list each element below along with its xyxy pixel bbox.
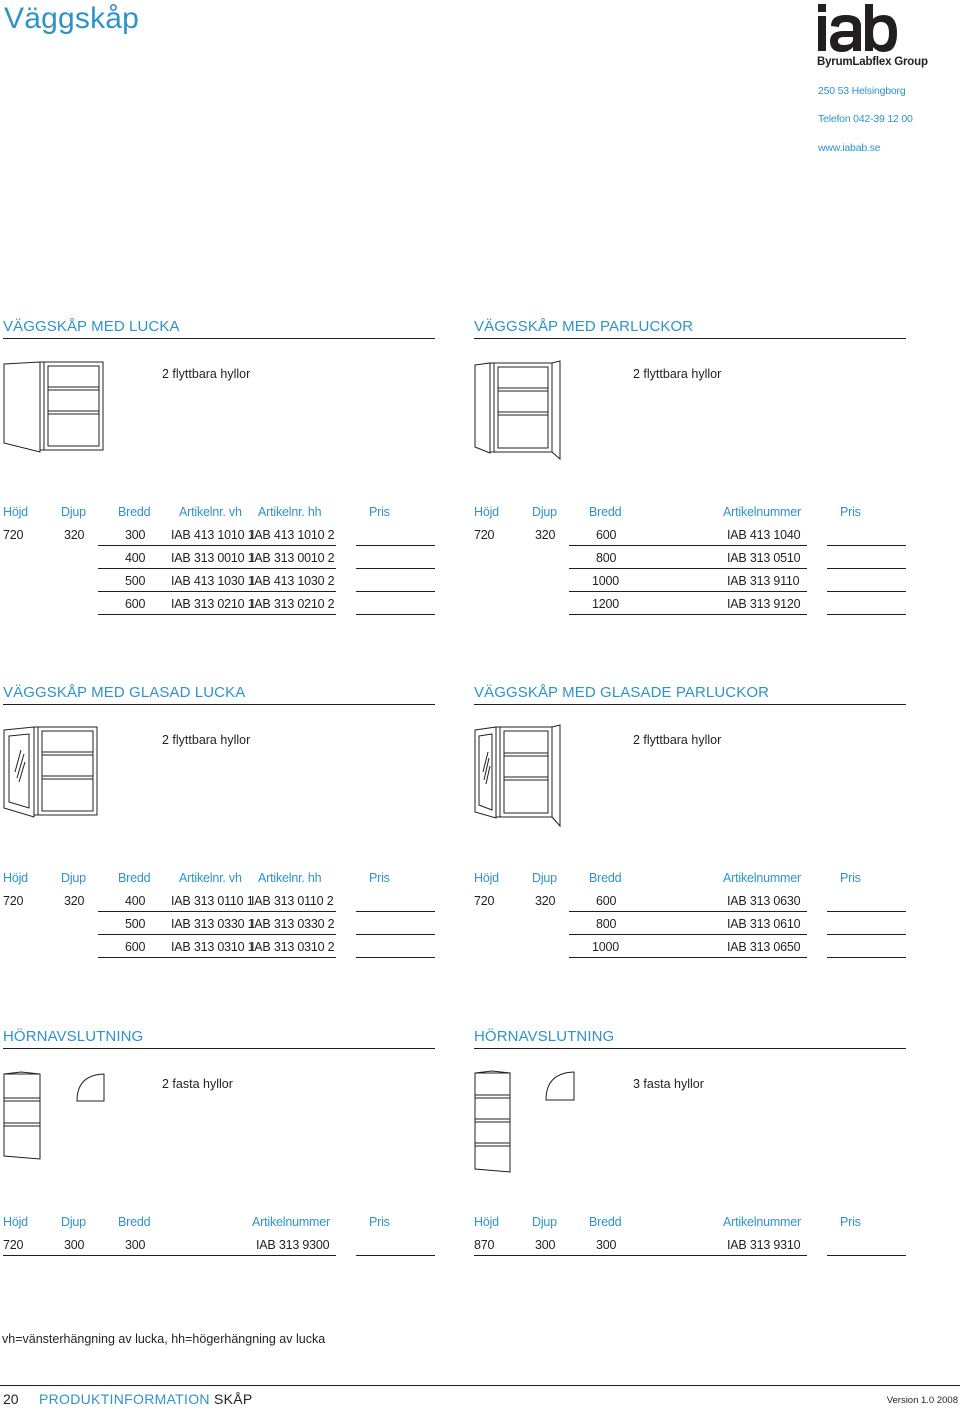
iab-logo <box>817 4 907 52</box>
header-bredd: Bredd <box>118 505 151 519</box>
header-djup: Djup <box>61 505 86 519</box>
cell: 600 <box>596 894 617 908</box>
header-hojd: Höjd <box>3 1215 28 1229</box>
cell: IAB 313 0330 1 <box>171 917 255 931</box>
cell: IAB 413 1040 <box>727 528 801 542</box>
section-title: VÄGGSKÅP MED PARLUCKOR <box>474 318 906 339</box>
footer-label <box>39 1391 253 1407</box>
section-title: HÖRNAVSLUTNING <box>474 1028 906 1049</box>
cell: 1000 <box>592 940 620 954</box>
section-title: VÄGGSKÅP MED GLASAD LUCKA <box>3 684 435 705</box>
header-artikelnummer: Artikelnummer <box>723 505 801 519</box>
cell: IAB 313 0310 2 <box>251 940 335 954</box>
cabinet-double-door-drawing <box>474 359 566 463</box>
footer-label-blue: PRODUKTINFORMATION <box>39 1391 210 1407</box>
header-bredd: Bredd <box>589 871 622 885</box>
cell: 1000 <box>592 574 620 588</box>
cell: 320 <box>535 528 556 542</box>
cell: 720 <box>3 894 24 908</box>
section-title: VÄGGSKÅP MED GLASADE PARLUCKOR <box>474 684 906 705</box>
cell: 720 <box>3 528 24 542</box>
cell: 300 <box>535 1238 556 1252</box>
header-artikelnr-hh: Artikelnr. hh <box>258 871 322 885</box>
header-artikelnummer: Artikelnummer <box>723 1215 801 1229</box>
header-djup: Djup <box>532 505 557 519</box>
company-address: 250 53 Helsingborg <box>818 85 906 97</box>
cell: IAB 313 0650 <box>727 940 801 954</box>
cell: 500 <box>125 917 146 931</box>
page-title: Väggskåp <box>4 2 140 35</box>
cell: 720 <box>474 528 495 542</box>
cell: IAB 413 1010 1 <box>171 528 255 542</box>
shelves-note: 2 flyttbara hyllor <box>633 733 722 747</box>
header-hojd: Höjd <box>474 1215 499 1229</box>
header-artikelnr-vh: Artikelnr. vh <box>179 871 242 885</box>
cell: IAB 313 0630 <box>727 894 801 908</box>
cell: 600 <box>125 597 146 611</box>
cell: IAB 313 0010 1 <box>171 551 255 565</box>
version: Version 1.0 2008 <box>886 1395 958 1406</box>
cell: 720 <box>474 894 495 908</box>
cabinet-glass-door-drawing <box>3 724 103 818</box>
header-pris: Pris <box>369 505 390 519</box>
company-phone: Telefon 042-39 12 00 <box>818 113 913 125</box>
cabinet-single-door-drawing <box>3 359 107 453</box>
cell: IAB 313 0610 <box>727 917 801 931</box>
cell: IAB 313 0110 2 <box>251 894 334 908</box>
cell: 800 <box>596 917 617 931</box>
cell: 600 <box>596 528 617 542</box>
cell: IAB 313 0330 2 <box>251 917 335 931</box>
header-djup: Djup <box>61 871 86 885</box>
header-bredd: Bredd <box>589 1215 622 1229</box>
section-title: HÖRNAVSLUTNING <box>3 1028 435 1049</box>
header-hojd: Höjd <box>3 871 28 885</box>
company-web[interactable]: www.iabab.se <box>818 142 881 154</box>
cell: 600 <box>125 940 146 954</box>
company-name: ByrumLabflex Group <box>817 56 928 68</box>
shelves-note: 3 fasta hyllor <box>633 1077 704 1091</box>
cell: IAB 313 9310 <box>727 1238 801 1252</box>
cell: 400 <box>125 551 146 565</box>
cell: 300 <box>125 1238 146 1252</box>
header-hojd: Höjd <box>474 871 499 885</box>
cell: IAB 413 1010 2 <box>251 528 335 542</box>
footer-rule <box>0 1385 960 1386</box>
shelves-note: 2 fasta hyllor <box>162 1077 233 1091</box>
cell: 1200 <box>592 597 620 611</box>
header-djup: Djup <box>532 1215 557 1229</box>
header-djup: Djup <box>532 871 557 885</box>
shelves-note: 2 flyttbara hyllor <box>162 367 251 381</box>
header-artikelnummer: Artikelnummer <box>723 871 801 885</box>
cell: IAB 313 0310 1 <box>171 940 255 954</box>
section-title: VÄGGSKÅP MED LUCKA <box>3 318 435 339</box>
page-number: 20 <box>3 1391 19 1407</box>
cell: IAB 313 9300 <box>256 1238 330 1252</box>
header-bredd: Bredd <box>589 505 622 519</box>
header-pris: Pris <box>369 1215 390 1229</box>
cell: IAB 413 1030 2 <box>251 574 335 588</box>
cell: IAB 313 0010 2 <box>251 551 335 565</box>
header-hojd: Höjd <box>3 505 28 519</box>
cell: IAB 313 0210 2 <box>251 597 335 611</box>
header-djup: Djup <box>61 1215 86 1229</box>
shelves-note: 2 flyttbara hyllor <box>633 367 722 381</box>
cell: 320 <box>64 894 85 908</box>
header-pris: Pris <box>840 871 861 885</box>
header-artikelnummer: Artikelnummer <box>252 1215 330 1229</box>
cell: IAB 313 0210 1 <box>171 597 255 611</box>
cabinet-glass-double-door-drawing <box>474 724 566 828</box>
corner-cabinet-drawing <box>3 1071 113 1161</box>
header-pris: Pris <box>369 871 390 885</box>
shelves-note: 2 flyttbara hyllor <box>162 733 251 747</box>
header-hojd: Höjd <box>474 505 499 519</box>
cell: 870 <box>474 1238 495 1252</box>
cell: 720 <box>3 1238 24 1252</box>
cell: IAB 313 0110 1 <box>171 894 254 908</box>
header-pris: Pris <box>840 505 861 519</box>
cell: 400 <box>125 894 146 908</box>
footnote: vh=vänsterhängning av lucka, hh=högerhängning av lucka <box>2 1332 326 1346</box>
cell: IAB 313 9120 <box>727 597 801 611</box>
header-artikelnr-vh: Artikelnr. vh <box>179 505 242 519</box>
cell: 800 <box>596 551 617 565</box>
cell: 320 <box>535 894 556 908</box>
cell: IAB 413 1030 1 <box>171 574 255 588</box>
cell: 300 <box>596 1238 617 1252</box>
header-pris: Pris <box>840 1215 861 1229</box>
header-artikelnr-hh: Artikelnr. hh <box>258 505 322 519</box>
cell: 500 <box>125 574 146 588</box>
header-bredd: Bredd <box>118 871 151 885</box>
header-bredd: Bredd <box>118 1215 151 1229</box>
cell: 320 <box>64 528 85 542</box>
corner-cabinet-tall-drawing <box>474 1070 578 1174</box>
cell: 300 <box>64 1238 85 1252</box>
cell: IAB 313 0510 <box>727 551 801 565</box>
footer-label-dark: SKÅP <box>214 1391 253 1407</box>
cell: IAB 313 9110 <box>727 574 800 588</box>
cell: 300 <box>125 528 146 542</box>
